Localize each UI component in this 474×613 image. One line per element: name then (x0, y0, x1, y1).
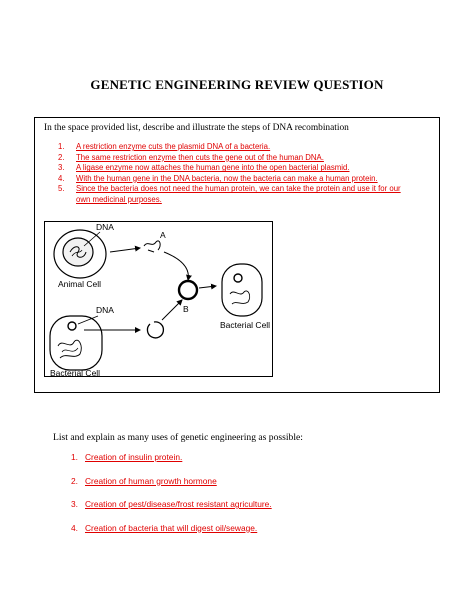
bacterial-cell-right-illustration (222, 264, 262, 316)
step-number: 2. (58, 152, 65, 162)
step-item (58, 153, 416, 164)
use-text: Creation of bacteria that will digest oil/sewage. (85, 522, 258, 533)
use-text: Creation of insulin protein. (85, 452, 183, 462)
step-text: The same restriction enzyme then cuts the gene out of the human DNA. (76, 152, 324, 162)
step-text: Since the bacteria does not need the human protein, we can take the protein and use it for our own medicinal purposes. (76, 184, 401, 204)
label-b: B (183, 304, 189, 314)
step-item (58, 184, 416, 205)
use-item (71, 499, 272, 523)
step-text: A ligase enzyme now attaches the human gene into the open bacterial plasmid. (76, 163, 350, 173)
step-number: 4. (58, 173, 65, 183)
recombination-diagram (44, 216, 276, 378)
step-text: A restriction enzyme cuts the plasmid DNA of a bacteria. (76, 142, 271, 151)
bacterial-cell-left-illustration (50, 316, 102, 370)
recombination-steps (58, 142, 436, 206)
use-text: Creation of human growth hormone (85, 475, 217, 486)
step-item (58, 174, 436, 185)
step-number: 1. (58, 142, 65, 151)
step-item (58, 163, 416, 174)
step-number: 3. (58, 163, 65, 173)
step-text: With the human gene in the DNA bacteria, now the bacteria can make a human protein. (76, 173, 378, 183)
animal-cell-illustration (54, 230, 106, 278)
uses-list (71, 452, 272, 546)
dna-label-top: DNA (96, 222, 114, 232)
animal-cell-label: Animal Cell (58, 279, 101, 289)
use-text: Creation of pest/disease/frost resistant agriculture. (85, 499, 272, 509)
recombination-prompt: In the space provided list, describe and illustrate the steps of DNA recombination (44, 123, 349, 133)
page-title: GENETIC ENGINEERING REVIEW QUESTION (90, 77, 384, 92)
use-item (71, 523, 272, 547)
uses-question: List and explain as many uses of genetic engineering as possible: (53, 432, 303, 443)
bacterial-cell-left-label: Bacterial Cell (50, 368, 101, 378)
use-number: 3. (71, 499, 78, 509)
dna-label-bottom: DNA (96, 305, 114, 315)
use-number: 2. (71, 475, 78, 486)
bacterial-cell-right-label: Bacterial Cell (220, 320, 271, 330)
use-item (71, 452, 272, 476)
use-item (71, 476, 272, 500)
step-number: 5. (58, 184, 65, 194)
step-item (58, 142, 416, 153)
recombinant-plasmid (179, 281, 197, 299)
label-a: A (160, 230, 166, 240)
use-number: 4. (71, 522, 78, 533)
use-number: 1. (71, 452, 78, 462)
